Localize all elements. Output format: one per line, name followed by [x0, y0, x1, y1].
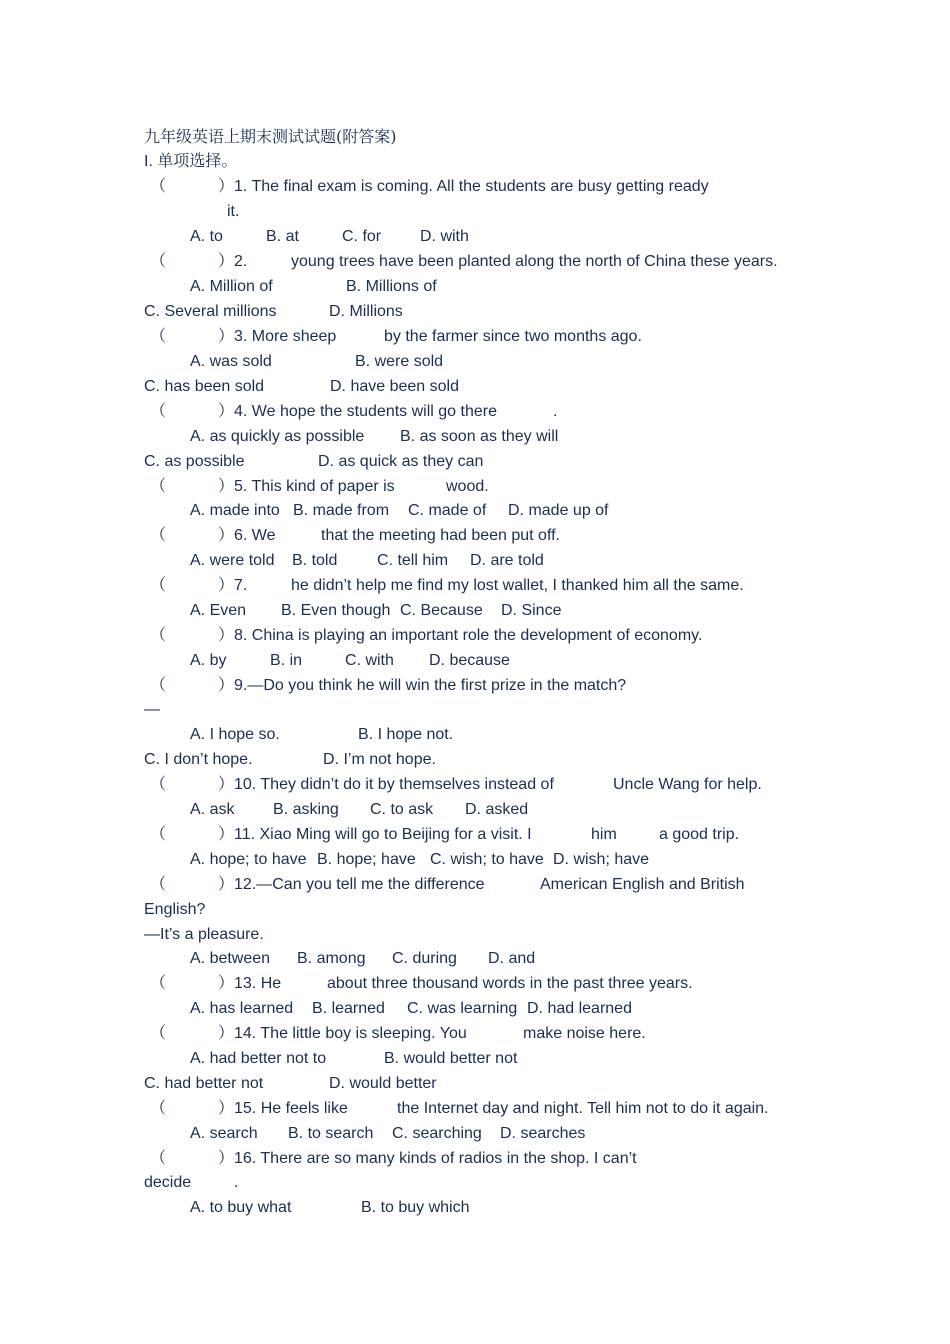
- question-6-text: ）6. We: [218, 527, 276, 544]
- question-12-option-d: D. and: [488, 950, 536, 967]
- question-12-text: ）12.—Can you tell me the difference: [218, 876, 485, 893]
- question-10-option-a: A. ask: [190, 801, 235, 818]
- question-14-text: ）14. The little boy is sleeping. You: [218, 1025, 467, 1042]
- question-2-option-a: A. Million of: [190, 278, 273, 295]
- question-7-option-d: D. Since: [501, 602, 562, 619]
- question-4-paren-open: （: [150, 403, 167, 420]
- section-heading: I. 单项选择。: [144, 153, 238, 170]
- question-1-text: ）1. The final exam is coming. All the students are busy getting ready: [218, 178, 709, 195]
- question-1-option-b: B. at: [266, 228, 299, 245]
- question-14-option-b: B. would better not: [384, 1050, 518, 1067]
- question-12-option-b: B. among: [297, 950, 366, 967]
- question-12-text-end: American English and British: [540, 876, 745, 893]
- question-15-paren-open: （: [150, 1100, 167, 1117]
- question-14-option-a: A. had better not to: [190, 1050, 327, 1067]
- question-5-text: ）5. This kind of paper is: [218, 478, 395, 495]
- question-16-period: .: [234, 1174, 239, 1191]
- question-2-number: ）2.: [218, 253, 248, 270]
- question-6-option-d: D. are told: [470, 552, 544, 569]
- question-16-option-a: A. to buy what: [190, 1199, 292, 1216]
- question-2-option-b: B. Millions of: [346, 278, 437, 295]
- question-12-option-a: A. between: [190, 950, 271, 967]
- question-4-option-b: B. as soon as they will: [400, 428, 559, 445]
- question-7-text: he didn’t help me find my lost wallet, I thanked him all the same.: [291, 577, 744, 594]
- question-9-option-b: B. I hope not.: [358, 726, 454, 743]
- question-6-text-end: that the meeting had been put off.: [321, 527, 560, 544]
- question-3-text: ）3. More sheep: [218, 328, 337, 345]
- question-13-text: ）13. He: [218, 975, 282, 992]
- question-11-option-a: A. hope; to have: [190, 851, 307, 868]
- question-10-text: ）10. They didn’t do it by themselves instead of: [218, 776, 554, 793]
- question-11-text: ）11. Xiao Ming will go to Beijing for a visit. I: [218, 826, 532, 843]
- question-13-text-end: about three thousand words in the past three years.: [327, 975, 693, 992]
- question-15-option-c: C. searching: [392, 1125, 482, 1142]
- question-7-paren-open: （: [150, 577, 167, 594]
- question-10-option-c: C. to ask: [370, 801, 434, 818]
- question-14-text-end: make noise here.: [523, 1025, 646, 1042]
- question-13-option-c: C. was learning: [407, 1000, 518, 1017]
- question-2-paren-open: （: [150, 253, 167, 270]
- question-15-option-a: A. search: [190, 1125, 258, 1142]
- question-13-option-d: D. had learned: [527, 1000, 632, 1017]
- question-13-paren-open: （: [150, 975, 167, 992]
- question-1-continued: it.: [227, 203, 240, 220]
- question-11-paren-open: （: [150, 826, 167, 843]
- question-6-option-c: C. tell him: [377, 552, 449, 569]
- question-10-text-end: Uncle Wang for help.: [613, 776, 762, 793]
- question-9-option-a: A. I hope so.: [190, 726, 280, 743]
- question-16-continued: decide: [144, 1174, 192, 1191]
- question-10-option-b: B. asking: [273, 801, 339, 818]
- question-4-option-d: D. as quick as they can: [318, 453, 484, 470]
- question-15-option-d: D. searches: [500, 1125, 586, 1142]
- question-9-dash: —: [144, 701, 160, 718]
- question-16-text: ）16. There are so many kinds of radios in the shop. I can’t: [218, 1150, 637, 1167]
- question-8-option-b: B. in: [270, 652, 303, 669]
- question-11-option-d: D. wish; have: [553, 851, 650, 868]
- question-1-option-d: D. with: [420, 228, 469, 245]
- question-15-text: ）15. He feels like: [218, 1100, 348, 1117]
- question-10-paren-open: （: [150, 776, 167, 793]
- question-8-text: ）8. China is playing an important role the development of economy.: [218, 627, 703, 644]
- question-8-option-a: A. by: [190, 652, 227, 669]
- question-4-text-end: .: [553, 403, 558, 420]
- question-11-option-b: B. hope; have: [317, 851, 416, 868]
- question-13-option-b: B. learned: [312, 1000, 385, 1017]
- question-8-option-d: D. because: [429, 652, 510, 669]
- question-7-option-c: C. Because: [400, 602, 483, 619]
- question-6-paren-open: （: [150, 527, 167, 544]
- question-9-option-d: D. I’m not hope.: [323, 751, 436, 768]
- question-16-paren-open: （: [150, 1150, 167, 1167]
- question-7-option-b: B. Even though: [281, 602, 391, 619]
- question-1-option-a: A. to: [190, 228, 223, 245]
- question-3-option-c: C. has been sold: [144, 378, 265, 395]
- question-11-text-mid: him: [591, 826, 617, 843]
- question-15-text-end: the Internet day and night. Tell him not to do it again.: [397, 1100, 769, 1117]
- question-6-option-a: A. were told: [190, 552, 275, 569]
- question-7-number: ）7.: [218, 577, 248, 594]
- question-5-option-b: B. made from: [293, 502, 390, 519]
- question-14-option-c: C. had better not: [144, 1075, 264, 1092]
- question-1-paren-open: （: [150, 178, 167, 195]
- question-8-paren-open: （: [150, 627, 167, 644]
- question-9-paren-open: （: [150, 677, 167, 694]
- question-2-text: young trees have been planted along the north of China these years.: [291, 253, 778, 270]
- question-3-option-d: D. have been sold: [330, 378, 459, 395]
- question-5-option-a: A. made into: [190, 502, 280, 519]
- question-12-reply: —It’s a pleasure.: [144, 926, 264, 943]
- document-title: 九年级英语上期末测试试题(附答案): [144, 127, 397, 146]
- question-16-option-b: B. to buy which: [361, 1199, 470, 1216]
- question-9-text: ）9.—Do you think he will win the first prize in the match?: [218, 677, 627, 694]
- question-14-option-d: D. would better: [329, 1075, 437, 1092]
- question-15-option-b: B. to search: [288, 1125, 374, 1142]
- question-5-option-d: D. made up of: [508, 502, 609, 519]
- question-3-option-a: A. was sold: [190, 353, 272, 370]
- question-11-option-c: C. wish; to have: [430, 851, 544, 868]
- question-2-option-c: C. Several millions: [144, 303, 277, 320]
- question-3-text-end: by the farmer since two months ago.: [384, 328, 642, 345]
- question-7-option-a: A. Even: [190, 602, 247, 619]
- question-12-continued: English?: [144, 901, 206, 918]
- question-2-option-d: D. Millions: [329, 303, 403, 320]
- question-12-option-c: C. during: [392, 950, 457, 967]
- question-14-paren-open: （: [150, 1025, 167, 1042]
- question-6-option-b: B. told: [292, 552, 338, 569]
- question-3-option-b: B. were sold: [355, 353, 444, 370]
- question-4-option-a: A. as quickly as possible: [190, 428, 365, 445]
- question-11-text-end: a good trip.: [659, 826, 740, 843]
- question-5-text-end: wood.: [446, 478, 489, 495]
- question-3-paren-open: （: [150, 328, 167, 345]
- question-4-text: ）4. We hope the students will go there: [218, 403, 497, 420]
- question-1-option-c: C. for: [342, 228, 382, 245]
- question-12-paren-open: （: [150, 876, 167, 893]
- question-5-option-c: C. made of: [408, 502, 487, 519]
- question-8-option-c: C. with: [345, 652, 394, 669]
- question-5-paren-open: （: [150, 478, 167, 495]
- question-9-option-c: C. I don’t hope.: [144, 751, 253, 768]
- question-13-option-a: A. has learned: [190, 1000, 294, 1017]
- question-4-option-c: C. as possible: [144, 453, 245, 470]
- question-10-option-d: D. asked: [465, 801, 529, 818]
